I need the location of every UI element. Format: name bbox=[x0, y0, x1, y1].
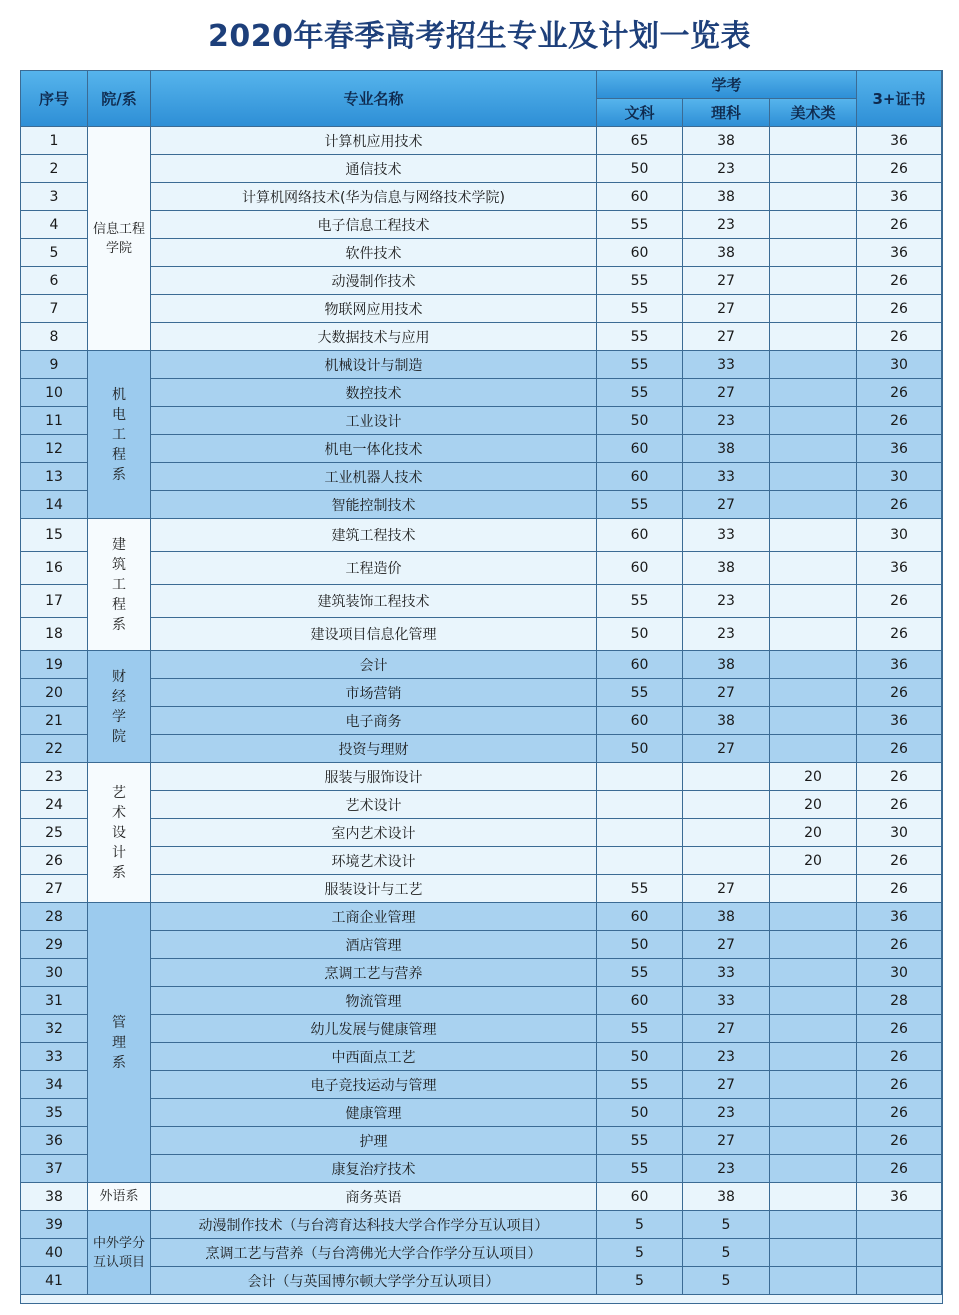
row-cert: 36 bbox=[857, 239, 942, 267]
row-seq: 40 bbox=[21, 1239, 88, 1267]
row-cert: 26 bbox=[857, 763, 942, 791]
row-major: 工程造价 bbox=[151, 552, 597, 585]
row-meishu bbox=[770, 379, 857, 407]
row-seq: 4 bbox=[21, 211, 88, 239]
row-like: 23 bbox=[683, 585, 770, 618]
row-wenke: 60 bbox=[597, 435, 683, 463]
row-meishu bbox=[770, 323, 857, 351]
row-like: 27 bbox=[683, 491, 770, 519]
row-major: 商务英语 bbox=[151, 1183, 597, 1211]
row-like bbox=[683, 763, 770, 791]
row-seq: 1 bbox=[21, 127, 88, 155]
row-seq: 8 bbox=[21, 323, 88, 351]
dept-cell: 信息工程学院 bbox=[88, 127, 151, 351]
row-cert: 30 bbox=[857, 351, 942, 379]
dept-cell: 管理系 bbox=[88, 903, 151, 1183]
row-cert: 26 bbox=[857, 491, 942, 519]
row-meishu bbox=[770, 959, 857, 987]
row-like: 38 bbox=[683, 239, 770, 267]
row-major: 电子商务 bbox=[151, 707, 597, 735]
row-major: 服装与服饰设计 bbox=[151, 763, 597, 791]
row-meishu bbox=[770, 931, 857, 959]
row-cert: 26 bbox=[857, 379, 942, 407]
row-seq: 41 bbox=[21, 1267, 88, 1295]
row-meishu bbox=[770, 552, 857, 585]
row-meishu bbox=[770, 1239, 857, 1267]
row-cert: 30 bbox=[857, 519, 942, 552]
row-meishu bbox=[770, 295, 857, 323]
row-seq: 17 bbox=[21, 585, 88, 618]
header-major: 专业名称 bbox=[151, 71, 597, 127]
row-major: 服装设计与工艺 bbox=[151, 875, 597, 903]
row-meishu bbox=[770, 407, 857, 435]
row-wenke: 55 bbox=[597, 351, 683, 379]
row-cert: 26 bbox=[857, 1071, 942, 1099]
row-meishu bbox=[770, 1127, 857, 1155]
row-cert: 36 bbox=[857, 435, 942, 463]
row-like: 23 bbox=[683, 1043, 770, 1071]
row-major: 大数据技术与应用 bbox=[151, 323, 597, 351]
row-seq: 35 bbox=[21, 1099, 88, 1127]
row-seq: 13 bbox=[21, 463, 88, 491]
dept-cell: 机电工程系 bbox=[88, 351, 151, 519]
row-like: 5 bbox=[683, 1239, 770, 1267]
row-cert: 26 bbox=[857, 847, 942, 875]
row-like: 27 bbox=[683, 323, 770, 351]
row-like: 23 bbox=[683, 1155, 770, 1183]
row-seq: 39 bbox=[21, 1211, 88, 1239]
row-major: 工业设计 bbox=[151, 407, 597, 435]
row-cert: 30 bbox=[857, 463, 942, 491]
row-meishu bbox=[770, 239, 857, 267]
row-meishu bbox=[770, 1267, 857, 1295]
row-like: 38 bbox=[683, 127, 770, 155]
row-major: 护理 bbox=[151, 1127, 597, 1155]
row-meishu bbox=[770, 585, 857, 618]
row-meishu bbox=[770, 651, 857, 679]
row-like: 38 bbox=[683, 1183, 770, 1211]
row-seq: 25 bbox=[21, 819, 88, 847]
row-like: 23 bbox=[683, 1099, 770, 1127]
dept-cell: 财经学院 bbox=[88, 651, 151, 763]
row-like: 27 bbox=[683, 679, 770, 707]
row-like: 38 bbox=[683, 552, 770, 585]
row-seq: 7 bbox=[21, 295, 88, 323]
row-wenke: 60 bbox=[597, 519, 683, 552]
row-wenke: 50 bbox=[597, 407, 683, 435]
row-major: 环境艺术设计 bbox=[151, 847, 597, 875]
row-cert: 26 bbox=[857, 1127, 942, 1155]
row-wenke: 60 bbox=[597, 463, 683, 491]
row-meishu bbox=[770, 491, 857, 519]
row-wenke: 50 bbox=[597, 931, 683, 959]
row-seq: 3 bbox=[21, 183, 88, 211]
row-major: 康复治疗技术 bbox=[151, 1155, 597, 1183]
row-cert: 26 bbox=[857, 1015, 942, 1043]
row-wenke: 5 bbox=[597, 1267, 683, 1295]
row-wenke: 5 bbox=[597, 1239, 683, 1267]
row-major: 工业机器人技术 bbox=[151, 463, 597, 491]
row-like: 5 bbox=[683, 1267, 770, 1295]
row-cert: 26 bbox=[857, 1043, 942, 1071]
row-like bbox=[683, 819, 770, 847]
row-major: 计算机网络技术(华为信息与网络技术学院) bbox=[151, 183, 597, 211]
row-meishu bbox=[770, 211, 857, 239]
header-seq: 序号 bbox=[21, 71, 88, 127]
row-seq: 14 bbox=[21, 491, 88, 519]
row-wenke: 50 bbox=[597, 618, 683, 651]
row-seq: 38 bbox=[21, 1183, 88, 1211]
row-seq: 19 bbox=[21, 651, 88, 679]
row-cert bbox=[857, 1267, 942, 1295]
row-wenke: 55 bbox=[597, 323, 683, 351]
page-title: 2020年春季高考招生专业及计划一览表 bbox=[208, 19, 751, 54]
row-major: 建设项目信息化管理 bbox=[151, 618, 597, 651]
row-wenke: 50 bbox=[597, 1043, 683, 1071]
row-cert: 36 bbox=[857, 707, 942, 735]
row-major: 建筑装饰工程技术 bbox=[151, 585, 597, 618]
row-cert: 26 bbox=[857, 155, 942, 183]
row-like: 23 bbox=[683, 155, 770, 183]
header-dept: 院/系 bbox=[88, 71, 151, 127]
row-major: 电子竞技运动与管理 bbox=[151, 1071, 597, 1099]
row-seq: 12 bbox=[21, 435, 88, 463]
row-meishu bbox=[770, 735, 857, 763]
row-major: 物联网应用技术 bbox=[151, 295, 597, 323]
row-cert: 26 bbox=[857, 211, 942, 239]
row-seq: 6 bbox=[21, 267, 88, 295]
row-like bbox=[683, 791, 770, 819]
row-major: 数控技术 bbox=[151, 379, 597, 407]
row-major: 投资与理财 bbox=[151, 735, 597, 763]
row-seq: 2 bbox=[21, 155, 88, 183]
row-seq: 33 bbox=[21, 1043, 88, 1071]
row-wenke bbox=[597, 847, 683, 875]
row-wenke: 60 bbox=[597, 1183, 683, 1211]
row-meishu bbox=[770, 618, 857, 651]
row-wenke: 55 bbox=[597, 211, 683, 239]
row-cert: 36 bbox=[857, 127, 942, 155]
row-wenke: 60 bbox=[597, 239, 683, 267]
row-meishu bbox=[770, 351, 857, 379]
row-cert: 26 bbox=[857, 1099, 942, 1127]
row-wenke: 5 bbox=[597, 1211, 683, 1239]
header-xuekao: 学考 bbox=[597, 71, 857, 99]
row-wenke: 55 bbox=[597, 1071, 683, 1099]
row-seq: 5 bbox=[21, 239, 88, 267]
header-meishu: 美术类 bbox=[770, 99, 857, 127]
row-major: 智能控制技术 bbox=[151, 491, 597, 519]
row-like: 27 bbox=[683, 1127, 770, 1155]
row-seq: 18 bbox=[21, 618, 88, 651]
row-like: 27 bbox=[683, 267, 770, 295]
row-cert: 26 bbox=[857, 1155, 942, 1183]
row-wenke: 55 bbox=[597, 959, 683, 987]
row-meishu bbox=[770, 183, 857, 211]
row-like: 33 bbox=[683, 519, 770, 552]
enrollment-table bbox=[20, 70, 943, 1304]
row-meishu bbox=[770, 267, 857, 295]
row-cert: 30 bbox=[857, 819, 942, 847]
row-wenke: 55 bbox=[597, 1155, 683, 1183]
row-wenke: 55 bbox=[597, 491, 683, 519]
row-like: 27 bbox=[683, 735, 770, 763]
row-cert: 28 bbox=[857, 987, 942, 1015]
row-wenke: 55 bbox=[597, 1127, 683, 1155]
row-wenke: 55 bbox=[597, 679, 683, 707]
row-cert bbox=[857, 1211, 942, 1239]
row-major: 动漫制作技术（与台湾育达科技大学合作学分互认项目） bbox=[151, 1211, 597, 1239]
row-cert: 36 bbox=[857, 183, 942, 211]
row-meishu: 20 bbox=[770, 763, 857, 791]
row-wenke: 55 bbox=[597, 585, 683, 618]
dept-cell: 艺术设计系 bbox=[88, 763, 151, 903]
row-wenke: 55 bbox=[597, 295, 683, 323]
header-wenke: 文科 bbox=[597, 99, 683, 127]
row-cert: 26 bbox=[857, 931, 942, 959]
row-meishu bbox=[770, 1015, 857, 1043]
row-like bbox=[683, 847, 770, 875]
row-meishu bbox=[770, 435, 857, 463]
row-like: 33 bbox=[683, 463, 770, 491]
row-major: 物流管理 bbox=[151, 987, 597, 1015]
row-seq: 24 bbox=[21, 791, 88, 819]
row-major: 室内艺术设计 bbox=[151, 819, 597, 847]
row-major: 酒店管理 bbox=[151, 931, 597, 959]
dept-cell: 中外学分互认项目 bbox=[88, 1211, 151, 1295]
row-meishu bbox=[770, 875, 857, 903]
row-meishu: 20 bbox=[770, 847, 857, 875]
row-like: 38 bbox=[683, 651, 770, 679]
row-cert: 36 bbox=[857, 651, 942, 679]
row-cert: 26 bbox=[857, 295, 942, 323]
row-seq: 20 bbox=[21, 679, 88, 707]
row-major: 工商企业管理 bbox=[151, 903, 597, 931]
row-major: 会计（与英国博尔顿大学学分互认项目） bbox=[151, 1267, 597, 1295]
row-major: 艺术设计 bbox=[151, 791, 597, 819]
row-meishu bbox=[770, 1071, 857, 1099]
row-wenke: 50 bbox=[597, 1099, 683, 1127]
row-like: 23 bbox=[683, 618, 770, 651]
row-major: 机电一体化技术 bbox=[151, 435, 597, 463]
row-seq: 30 bbox=[21, 959, 88, 987]
row-major: 会计 bbox=[151, 651, 597, 679]
row-wenke: 55 bbox=[597, 267, 683, 295]
row-wenke: 55 bbox=[597, 875, 683, 903]
row-like: 27 bbox=[683, 931, 770, 959]
row-cert: 36 bbox=[857, 552, 942, 585]
row-cert: 26 bbox=[857, 267, 942, 295]
row-cert: 26 bbox=[857, 407, 942, 435]
row-seq: 36 bbox=[21, 1127, 88, 1155]
row-seq: 32 bbox=[21, 1015, 88, 1043]
row-like: 5 bbox=[683, 1211, 770, 1239]
row-major: 中西面点工艺 bbox=[151, 1043, 597, 1071]
row-like: 33 bbox=[683, 959, 770, 987]
header-cert: 3+证书 bbox=[857, 71, 942, 127]
row-meishu bbox=[770, 155, 857, 183]
row-wenke: 60 bbox=[597, 707, 683, 735]
row-cert: 26 bbox=[857, 679, 942, 707]
row-like: 33 bbox=[683, 987, 770, 1015]
row-meishu bbox=[770, 987, 857, 1015]
row-cert: 26 bbox=[857, 585, 942, 618]
row-wenke bbox=[597, 791, 683, 819]
row-like: 27 bbox=[683, 295, 770, 323]
row-seq: 23 bbox=[21, 763, 88, 791]
row-wenke bbox=[597, 819, 683, 847]
row-wenke bbox=[597, 763, 683, 791]
row-major: 动漫制作技术 bbox=[151, 267, 597, 295]
row-like: 27 bbox=[683, 379, 770, 407]
dept-cell: 建筑工程系 bbox=[88, 519, 151, 651]
row-like: 38 bbox=[683, 183, 770, 211]
row-major: 幼儿发展与健康管理 bbox=[151, 1015, 597, 1043]
row-like: 38 bbox=[683, 435, 770, 463]
row-seq: 28 bbox=[21, 903, 88, 931]
row-like: 23 bbox=[683, 407, 770, 435]
row-wenke: 60 bbox=[597, 651, 683, 679]
row-seq: 26 bbox=[21, 847, 88, 875]
row-like: 27 bbox=[683, 875, 770, 903]
row-meishu bbox=[770, 463, 857, 491]
row-like: 38 bbox=[683, 903, 770, 931]
row-seq: 27 bbox=[21, 875, 88, 903]
row-meishu bbox=[770, 1043, 857, 1071]
row-cert: 26 bbox=[857, 791, 942, 819]
row-cert: 26 bbox=[857, 323, 942, 351]
row-major: 健康管理 bbox=[151, 1099, 597, 1127]
row-meishu bbox=[770, 1155, 857, 1183]
row-wenke: 60 bbox=[597, 552, 683, 585]
row-major: 烹调工艺与营养（与台湾佛光大学合作学分互认项目） bbox=[151, 1239, 597, 1267]
row-cert: 26 bbox=[857, 875, 942, 903]
row-seq: 21 bbox=[21, 707, 88, 735]
row-meishu bbox=[770, 707, 857, 735]
row-cert: 26 bbox=[857, 618, 942, 651]
row-meishu bbox=[770, 1211, 857, 1239]
header-like: 理科 bbox=[683, 99, 770, 127]
row-major: 计算机应用技术 bbox=[151, 127, 597, 155]
row-major: 软件技术 bbox=[151, 239, 597, 267]
row-wenke: 60 bbox=[597, 987, 683, 1015]
row-like: 33 bbox=[683, 351, 770, 379]
row-wenke: 50 bbox=[597, 155, 683, 183]
row-major: 烹调工艺与营养 bbox=[151, 959, 597, 987]
row-meishu bbox=[770, 519, 857, 552]
row-cert: 30 bbox=[857, 959, 942, 987]
row-seq: 10 bbox=[21, 379, 88, 407]
row-meishu: 20 bbox=[770, 819, 857, 847]
row-major: 市场营销 bbox=[151, 679, 597, 707]
row-cert: 36 bbox=[857, 903, 942, 931]
row-meishu bbox=[770, 1183, 857, 1211]
row-seq: 34 bbox=[21, 1071, 88, 1099]
row-cert bbox=[857, 1239, 942, 1267]
row-seq: 22 bbox=[21, 735, 88, 763]
row-seq: 9 bbox=[21, 351, 88, 379]
row-wenke: 50 bbox=[597, 735, 683, 763]
row-seq: 29 bbox=[21, 931, 88, 959]
row-seq: 11 bbox=[21, 407, 88, 435]
row-meishu bbox=[770, 903, 857, 931]
row-seq: 16 bbox=[21, 552, 88, 585]
row-major: 电子信息工程技术 bbox=[151, 211, 597, 239]
row-wenke: 60 bbox=[597, 183, 683, 211]
row-like: 27 bbox=[683, 1015, 770, 1043]
row-like: 38 bbox=[683, 707, 770, 735]
row-seq: 31 bbox=[21, 987, 88, 1015]
row-cert: 36 bbox=[857, 1183, 942, 1211]
row-major: 通信技术 bbox=[151, 155, 597, 183]
row-meishu: 20 bbox=[770, 791, 857, 819]
dept-cell: 外语系 bbox=[88, 1183, 151, 1211]
row-like: 27 bbox=[683, 1071, 770, 1099]
row-wenke: 65 bbox=[597, 127, 683, 155]
row-cert: 26 bbox=[857, 735, 942, 763]
row-wenke: 55 bbox=[597, 379, 683, 407]
row-meishu bbox=[770, 1099, 857, 1127]
row-major: 机械设计与制造 bbox=[151, 351, 597, 379]
row-like: 23 bbox=[683, 211, 770, 239]
row-seq: 15 bbox=[21, 519, 88, 552]
row-meishu bbox=[770, 679, 857, 707]
row-major: 建筑工程技术 bbox=[151, 519, 597, 552]
row-wenke: 55 bbox=[597, 1015, 683, 1043]
row-meishu bbox=[770, 127, 857, 155]
row-seq: 37 bbox=[21, 1155, 88, 1183]
row-wenke: 60 bbox=[597, 903, 683, 931]
